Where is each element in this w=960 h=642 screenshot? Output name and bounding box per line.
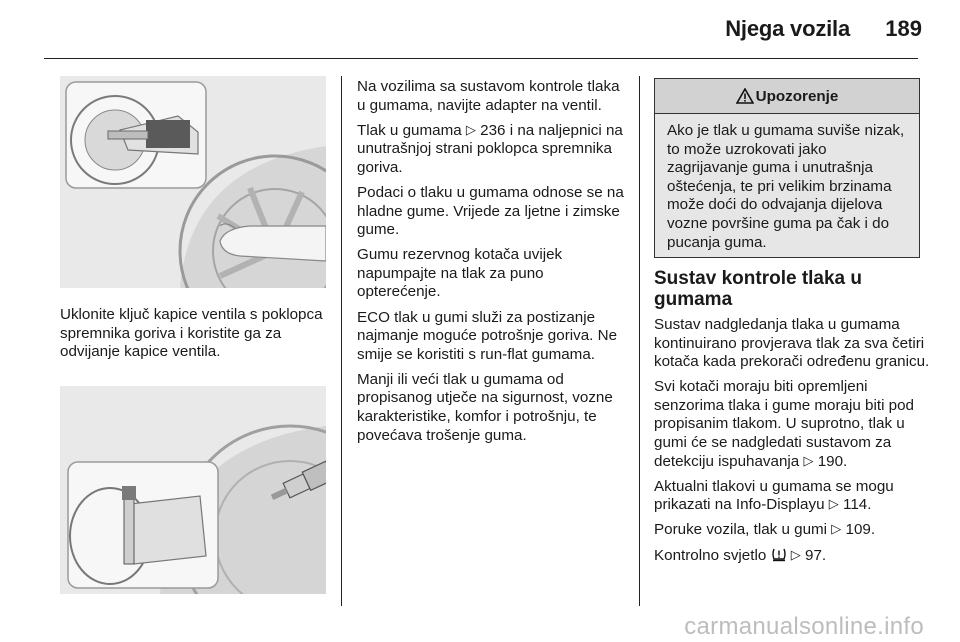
sensors-ref-page[interactable]: 190. [817,452,848,470]
valve-adapter-drawing [60,386,326,594]
warning-light-ref-page[interactable]: 97. [805,546,827,564]
header-rule [44,58,918,59]
warning-title: Upozorenje [755,87,839,105]
xref-arrow-icon: ▷ [465,121,476,137]
paragraph-tpms-intro: Sustav nadgledanja tlaka u gumama kontinuirano provjerava tlak za sva četiri kotača kada prekorači određenu granicu. [654,316,930,371]
display-text: Aktualni tlakovi u gumama se mogu prikazati na Info-Displayu [654,477,894,514]
paragraph-warning-light [654,547,932,566]
left-column [60,306,330,368]
page-number: 189 [885,16,922,41]
paragraph-adapter: Na vozilima sa sustavom kontrole tlaka u gumama, navijte adapter na ventil. [357,78,620,114]
warning-box [654,78,920,258]
column-divider-2 [639,76,640,606]
right-column [654,316,932,572]
paragraph-eco: ECO tlak u gumi služi za postizanje najmanje moguće potrošnje goriva. Ne smije se koristiti s run-flat gumama. [357,308,618,363]
display-ref-page[interactable]: 114. [843,496,872,514]
pressure-ref-page[interactable]: 236 [480,121,506,139]
xref-arrow-icon: ▷ [790,546,801,562]
warning-header [655,79,919,114]
xref-arrow-icon: ▷ [831,521,842,537]
warning-triangle-icon [736,88,754,104]
watermark: carmanualsonline.info [684,613,924,640]
warning-light-text: Kontrolno svjetlo [654,546,767,564]
section-heading: Sustav kontrole tlaka u gumama [654,268,863,310]
paragraph-vehicle-messages [654,521,932,540]
paragraph-wrong-pressure: Manji ili veći tlak u gumama od propisanog utječe na sigurnost, vozne karakteristike, komfor i potrošnju, te povećava trošenje guma. [357,370,613,444]
caption-remove-valve-key: Uklonite ključ kapice ventila s poklopca spremnika goriva i koristite ga za odvijanje kapice ventila. [60,306,323,361]
fuel-cap-key-drawing [60,76,326,288]
warning-text: Ako je tlak u gumama suviše nizak, to može uzrokovati jako zagrijavanje guma i unutrašnja oštećenja, te pri velikim brzinama može doći do odvajanja dijelova vozne površine guma pa čak i do pucanja guma. [667,122,905,251]
paragraph-pressure-label [357,122,629,178]
paragraph-sensors [654,378,932,471]
messages-ref-page[interactable]: 109. [845,521,876,539]
illustration-fuel-cap-key [60,76,326,288]
paragraph-info-display [654,478,932,515]
sensors-text: Svi kotači moraju biti opremljeni senzorima tlaka i gume moraju biti pod propisanim tlakom. U suprotno, tlak u gumi će se nadgledati sustavom za detekciju ispuhavanja [654,378,914,470]
column-divider-1 [341,76,342,606]
xref-arrow-icon: ▷ [803,452,814,468]
pressure-text-before: Tlak u gumama [357,121,462,139]
tpms-icon [771,547,787,562]
xref-arrow-icon: ▷ [828,496,839,512]
pressure-text-after: i na naljepnici na unutrašnjoj strani poklopca spremnika goriva. [357,121,623,176]
illustration-valve-adapter [60,386,326,594]
messages-text: Poruke vozila, tlak u gumi [654,521,828,539]
paragraph-cold-tyres: Podaci o tlaku u gumama odnose se na hladne gume. Vrijede za ljetne i zimske gume. [357,183,624,239]
middle-column [357,78,629,452]
page-title: Njega vozila [725,16,850,41]
paragraph-spare-wheel: Gumu rezervnog kotača uvijek napumpajte na tlak za puno opterećenje. [357,246,563,301]
